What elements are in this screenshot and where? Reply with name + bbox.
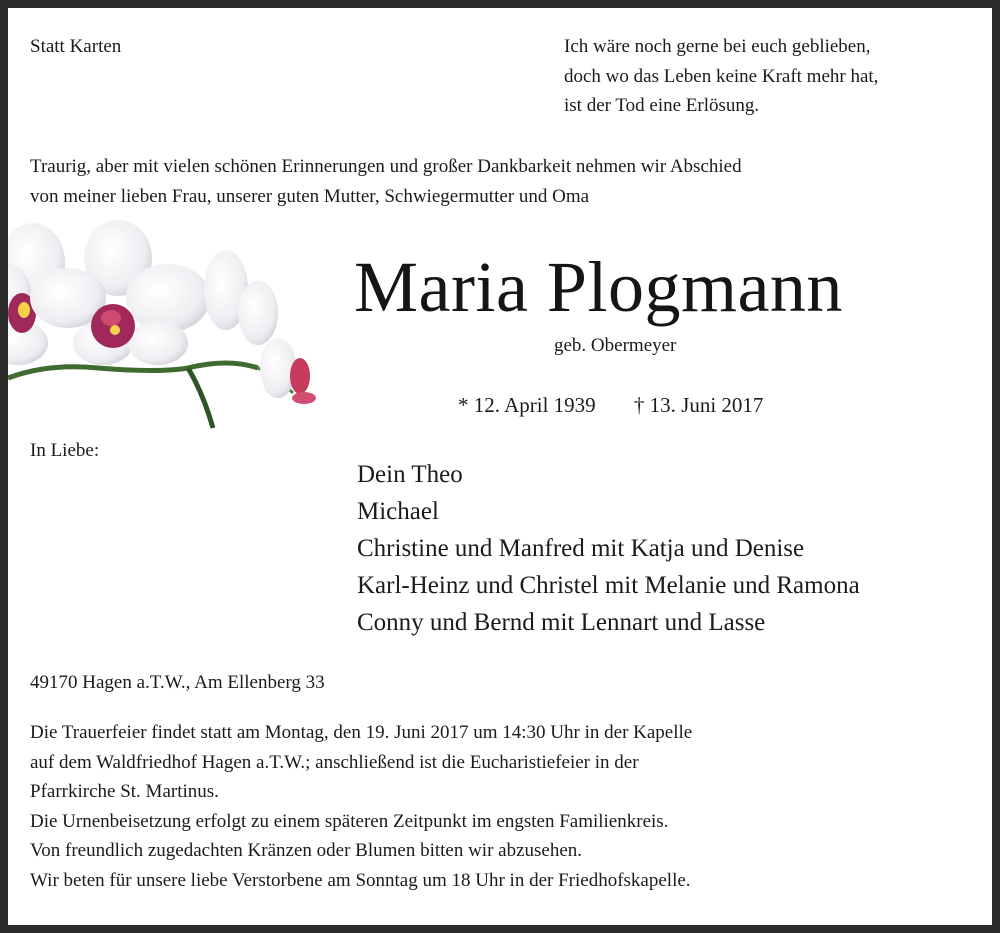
mourner-entry: Karl-Heinz und Christel mit Melanie und Ramona bbox=[357, 572, 860, 599]
deceased-name: Maria Plogmann bbox=[354, 247, 843, 327]
statt-karten-label: Statt Karten bbox=[30, 36, 122, 57]
mourners-list bbox=[357, 456, 860, 641]
poem-line: ist der Tod eine Erlösung. bbox=[564, 95, 760, 116]
in-liebe-label: In Liebe: bbox=[30, 440, 100, 461]
mourner-entry: Dein Theo bbox=[357, 461, 463, 488]
ceremony-line: Die Urnenbeisetzung erfolgt zu einem späteren Zeitpunkt im engsten Familienkreis. bbox=[30, 810, 669, 832]
ceremony-details bbox=[30, 718, 692, 895]
ceremony-line: auf dem Waldfriedhof Hagen a.T.W.; anschließend ist die Eucharistiefeier in der bbox=[30, 751, 639, 773]
intro-text bbox=[30, 152, 742, 212]
ceremony-line: Die Trauerfeier findet statt am Montag, den 19. Juni 2017 um 14:30 Uhr in der Kapelle bbox=[30, 722, 693, 743]
ceremony-line: Wir beten für unsere liebe Verstorbene am Sonntag um 18 Uhr in der Friedhofskapelle. bbox=[30, 869, 691, 891]
ceremony-line: Von freundlich zugedachten Kränzen oder Blumen bitten wir abzusehen. bbox=[30, 840, 583, 861]
maiden-name: geb. Obermeyer bbox=[554, 335, 677, 356]
poem-line: Ich wäre noch gerne bei euch geblieben, bbox=[564, 36, 871, 57]
birth-date: * 12. April 1939 bbox=[458, 393, 596, 417]
poem bbox=[564, 32, 878, 121]
white-orchid-icon bbox=[8, 218, 328, 443]
poem-line: doch wo das Leben keine Kraft mehr hat, bbox=[564, 65, 879, 87]
orchid-stem bbox=[188, 368, 213, 428]
death-date: † 13. Juni 2017 bbox=[633, 393, 764, 417]
ceremony-line: Pfarrkirche St. Martinus. bbox=[30, 781, 219, 802]
orchid-flower bbox=[204, 250, 316, 404]
mourner-entry: Conny und Bernd mit Lennart und Lasse bbox=[357, 609, 766, 636]
mourner-entry: Christine und Manfred mit Katja und Denise bbox=[357, 535, 805, 562]
obituary-notice bbox=[8, 8, 992, 925]
intro-line: Traurig, aber mit vielen schönen Erinnerungen und großer Dankbarkeit nehmen wir Abschied bbox=[30, 156, 742, 177]
mourner-entry: Michael bbox=[357, 498, 439, 525]
family-address: 49170 Hagen a.T.W., Am Ellenberg 33 bbox=[30, 672, 325, 693]
intro-line: von meiner lieben Frau, unserer guten Mutter, Schwiegermutter und Oma bbox=[30, 186, 590, 207]
life-dates bbox=[458, 393, 763, 418]
orchid-stem bbox=[8, 363, 258, 378]
